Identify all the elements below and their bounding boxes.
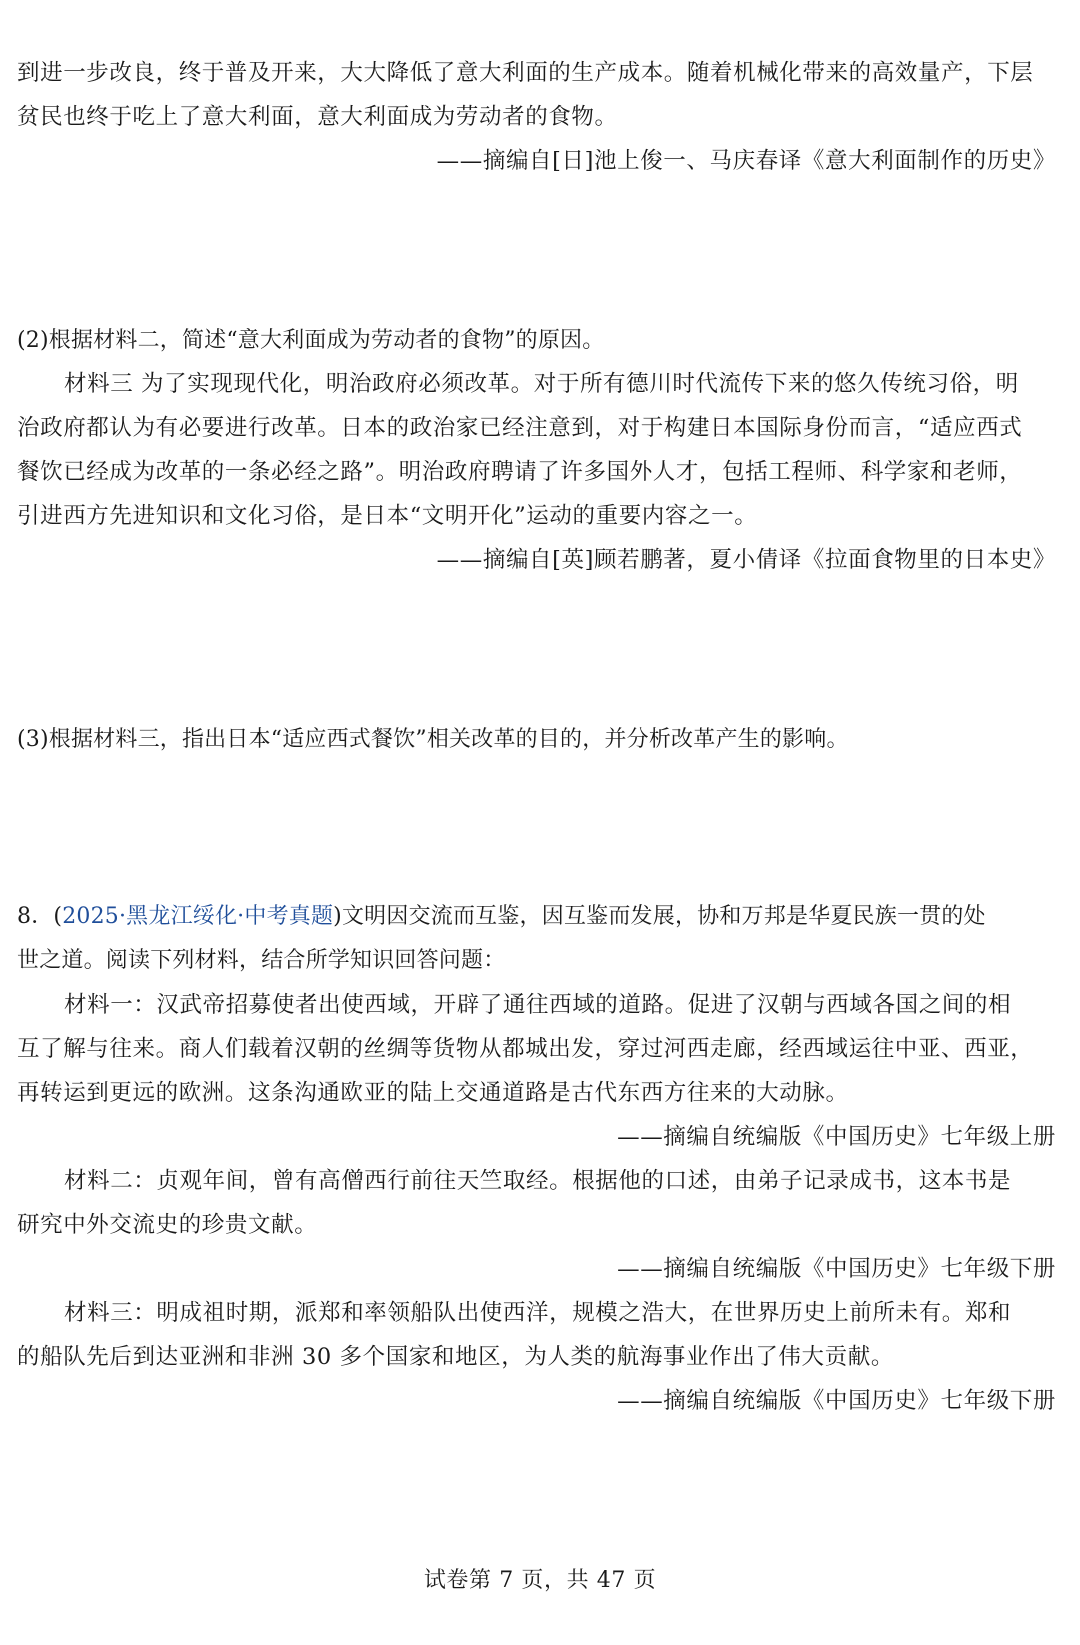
material2-citation: ——摘编自[日]池上俊一、马庆春译《意大利面制作的历史》 bbox=[436, 148, 1056, 174]
question-8-number: 8．( bbox=[17, 904, 63, 929]
material2-line-2: 贫民也终于吃上了意大利面，意大利面成为劳动者的食物。 bbox=[17, 104, 618, 130]
material3-line-3: 餐饮已经成为改革的一条必经之路”。明治政府聘请了许多国外人才，包括工程师、科学家和老师， bbox=[17, 459, 1023, 485]
q8-material2-citation: ——摘编自统编版《中国历史》七年级下册 bbox=[617, 1256, 1056, 1282]
q8-material1-citation: ——摘编自统编版《中国历史》七年级上册 bbox=[617, 1124, 1056, 1150]
question-8-source-link[interactable]: 2025·黑龙江绥化·中考真题 bbox=[62, 904, 334, 929]
question-8-line-2: 世之道。阅读下列材料，结合所学知识回答问题： bbox=[17, 948, 506, 973]
material3-line-1: 材料三 为了实现现代化，明治政府必须改革。对于所有德川时代流传下来的悠久传统习俗，明 bbox=[64, 371, 1019, 397]
page-footer: 试卷第 7 页，共 47 页 bbox=[423, 1568, 657, 1593]
question-8-header bbox=[17, 901, 986, 933]
question-8-intro: )文明因交流而互鉴，因互鉴而发展，协和万邦是华夏民族一贯的处 bbox=[333, 904, 986, 929]
material3-line-2: 治政府都认为有必要进行改革。日本的政治家已经注意到，对于构建日本国际身份而言，“适应西式 bbox=[17, 415, 1023, 441]
material2-line-1: 到进一步改良，终于普及开来，大大降低了意大利面的生产成本。随着机械化带来的高效量产，下层 bbox=[17, 60, 1034, 86]
question-3: (3)根据材料三，指出日本“适应西式餐饮”相关改革的目的，并分析改革产生的影响。 bbox=[17, 727, 849, 752]
q8-material1-line-1: 材料一：汉武帝招募使者出使西域，开辟了通往西域的道路。促进了汉朝与西域各国之间的相 bbox=[64, 992, 1012, 1018]
q8-material3-citation: ——摘编自统编版《中国历史》七年级下册 bbox=[617, 1388, 1056, 1414]
q8-material1-line-3: 再转运到更远的欧洲。这条沟通欧亚的陆上交通道路是古代东西方往来的大动脉。 bbox=[17, 1080, 849, 1106]
q8-material3-line-2: 的船队先后到达亚洲和非洲 30 多个国家和地区，为人类的航海事业作出了伟大贡献。 bbox=[17, 1344, 894, 1370]
question-2: (2)根据材料二，简述“意大利面成为劳动者的食物”的原因。 bbox=[17, 328, 605, 353]
q8-material3-line-1: 材料三：明成祖时期，派郑和率领船队出使西洋，规模之浩大，在世界历史上前所未有。郑和 bbox=[64, 1300, 1012, 1326]
q8-material2-line-2: 研究中外交流史的珍贵文献。 bbox=[17, 1212, 318, 1238]
q8-material2-line-1: 材料二：贞观年间，曾有高僧西行前往天竺取经。根据他的口述，由弟子记录成书，这本书是 bbox=[64, 1168, 1012, 1194]
material3-line-4: 引进西方先进知识和文化习俗，是日本“文明开化”运动的重要内容之一。 bbox=[17, 503, 758, 529]
material3-citation: ——摘编自[英]顾若鹏著，夏小倩译《拉面食物里的日本史》 bbox=[436, 547, 1056, 573]
q8-material1-line-2: 互了解与往来。商人们载着汉朝的丝绸等货物从都城出发，穿过河西走廊，经西域运往中亚、西亚， bbox=[17, 1036, 1034, 1062]
